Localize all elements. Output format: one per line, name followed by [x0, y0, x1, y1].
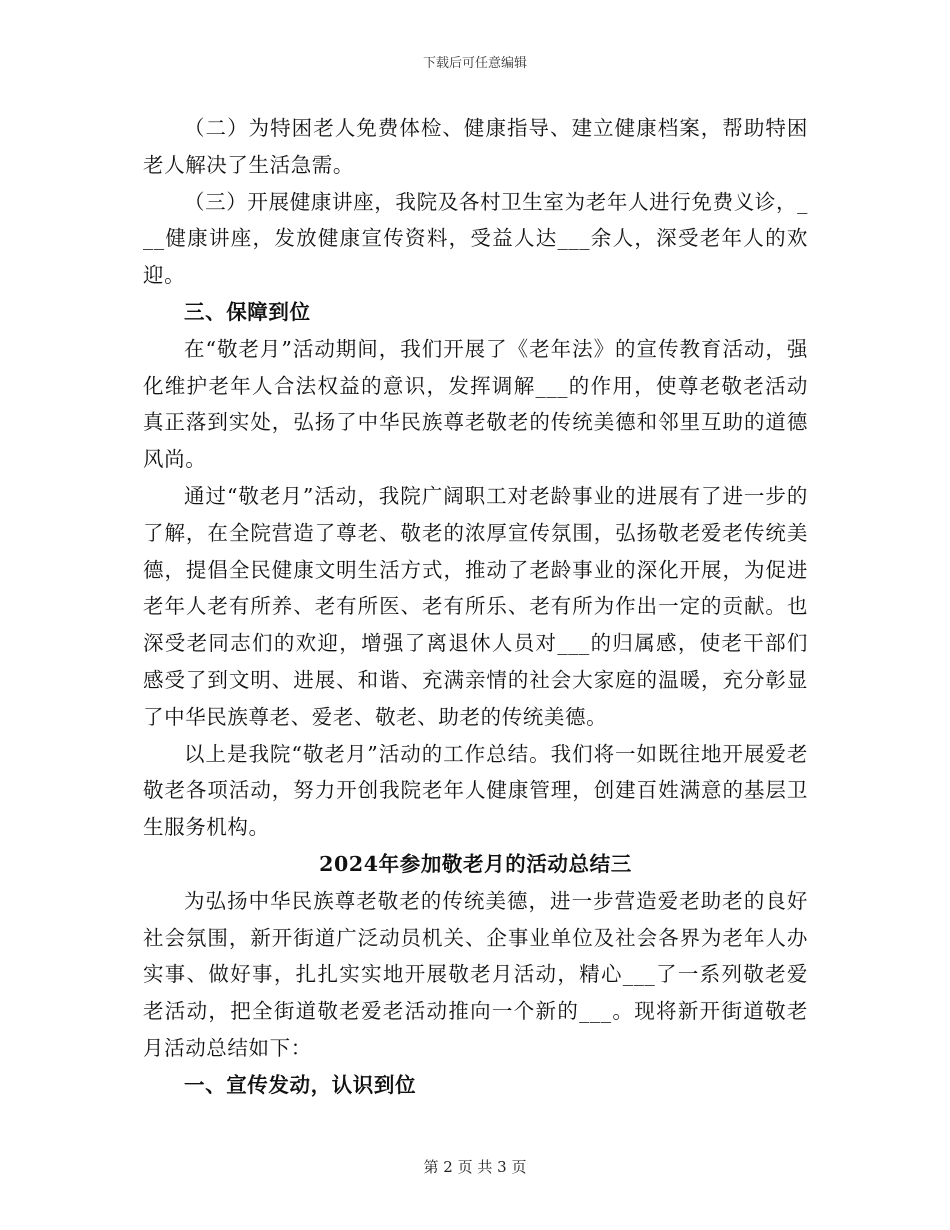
article-title: 2024年参加敬老月的活动总结三 [319, 851, 632, 876]
section-heading-guarantee: 三、保障到位 [184, 299, 311, 324]
page-header-note: 下载后可任意编辑 [422, 56, 527, 71]
paragraph-article-intro: 为弘扬中华民族尊老敬老的传统美德，进一步营造爱老助老的良好社会氛围，新开街道广泛动员机关、企事业单位及社会各界为老年人办实事、做好事，扎扎实实地开展敬老月活动，精心___了一系列敬老爱老活动，把全街道敬老爱老活动推向一个新的___。现将新开街道敬老月活动总结如下： [143, 888, 808, 1060]
page-number: 第 2 页 共 3 页 [423, 1158, 527, 1176]
paragraph-law-publicity: 在“敬老月”活动期间，我们开展了《老年法》的宣传教育活动，强化维护老年人合法权益的意识，发挥调解___的作用，使尊老敬老活动真正落到实处，弘扬了中华民族尊老敬老的传统美德和邻里互助的道德风尚。 [143, 336, 808, 472]
paragraph-activity-effects: 通过“敬老月”活动，我院广阔职工对老龄事业的进展有了进一步的了解，在全院营造了尊老、敬老的浓厚宣传氛围，弘扬敬老爱老传统美德，提倡全民健康文明生活方式，推动了老龄事业的深化开展，为促进老年人老有所养、老有所医、老有所乐、老有所为作出一定的贡献。也深受老同志们的欢迎，增强了离退休人员对___的归属感，使老干部们感受了到文明、进展、和谐、充满亲情的社会大家庭的温暖，充分彰显了中华民族尊老、爱老、敬老、助老的传统美德。 [143, 483, 808, 729]
paragraph-item-3: （三）开展健康讲座，我院及各村卫生室为老年人进行免费义诊，___健康讲座，发放健康宣传资料，受益人达___余人，深受老年人的欢迎。 [143, 189, 808, 288]
paragraph-item-2: （二）为特困老人免费体检、健康指导、建立健康档案，帮助特困老人解决了生活急需。 [143, 116, 808, 177]
paragraph-conclusion: 以上是我院“敬老月”活动的工作总结。我们将一如既往地开展爱老敬老各项活动，努力开创我院老年人健康管理，创建百姓满意的基层卫生服务机构。 [143, 741, 808, 840]
document-body [143, 110, 808, 1104]
section-heading-publicity: 一、宣传发动，认识到位 [184, 1072, 417, 1097]
